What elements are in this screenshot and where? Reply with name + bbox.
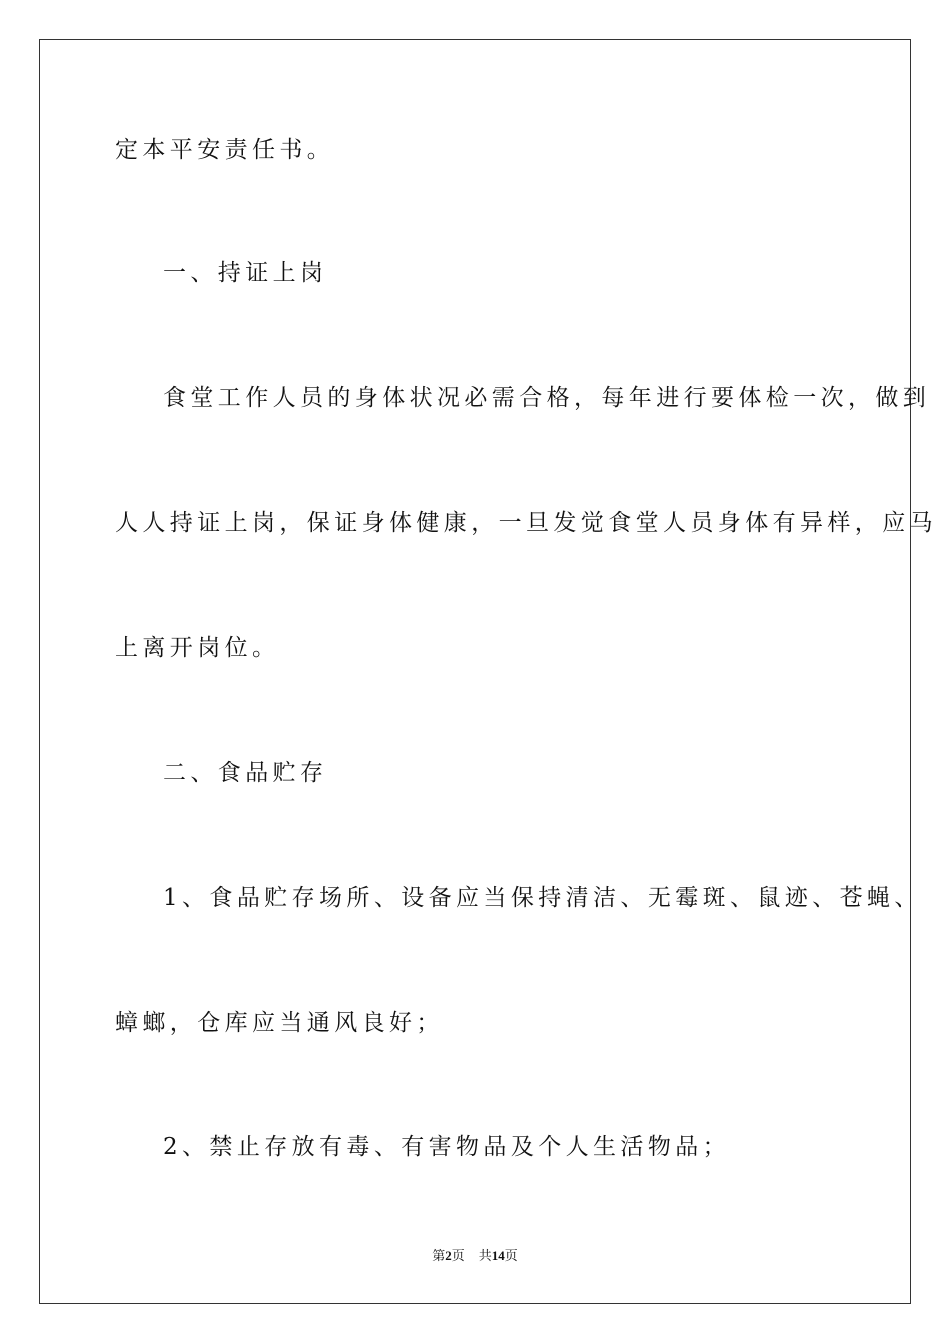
body-text-line-7: 1、食品贮存场所、设备应当保持清洁、无霉斑、鼠迹、苍蝇、	[163, 885, 922, 911]
page-footer	[0, 1247, 950, 1265]
body-text-line-9: 2、禁止存放有毒、有害物品及个人生活物品；	[163, 1134, 731, 1160]
footer-total-suffix: 页	[504, 1248, 518, 1263]
footer-page-number: 2	[445, 1248, 452, 1263]
body-text-line-8: 蟑螂，仓库应当通风良好；	[115, 1010, 444, 1036]
section-heading-1: 一、持证上岗	[163, 260, 328, 286]
page-border	[39, 39, 911, 1304]
body-text-line-1: 定本平安责任书。	[115, 137, 335, 163]
footer-total-pages: 14	[491, 1248, 505, 1263]
body-text-line-4: 人人持证上岗，保证身体健康，一旦发觉食堂人员身体有异样，应马	[115, 510, 937, 536]
footer-total-prefix: 共	[478, 1248, 492, 1263]
footer-page-prefix: 第	[432, 1248, 446, 1263]
body-text-line-5: 上离开岗位。	[115, 635, 280, 661]
section-heading-2: 二、食品贮存	[163, 760, 328, 786]
body-text-line-3: 食堂工作人员的身体状况必需合格，每年进行要体检一次，做到	[163, 385, 931, 411]
footer-page-suffix: 页	[451, 1248, 465, 1263]
